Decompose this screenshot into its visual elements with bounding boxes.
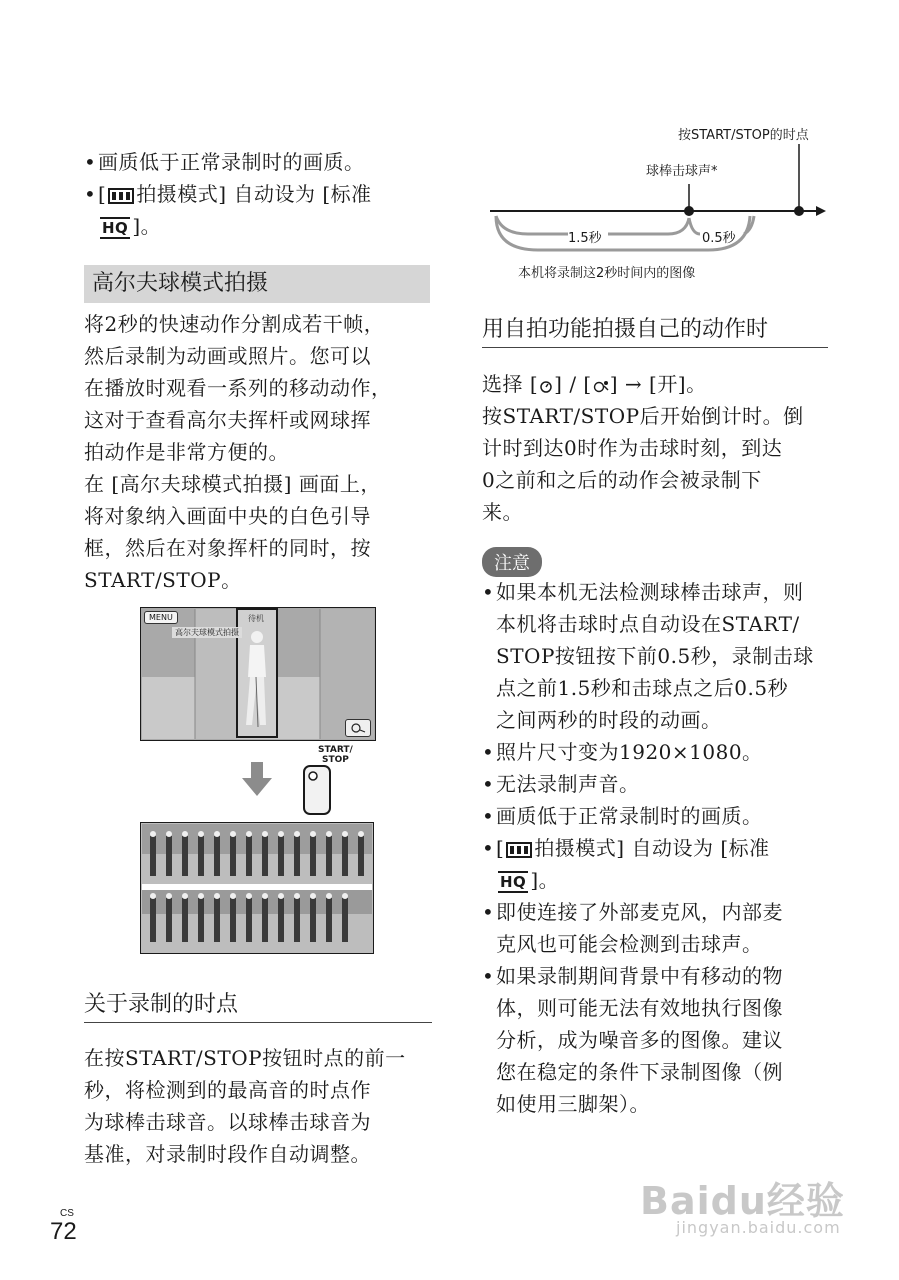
selftimer-text: 选择 [ ] / [ ] → [开]。 按START/STOP后开始倒计时。倒 计时到达0时作为击球时刻，到达 0之前和之后的动作会被录制下 来。 bbox=[482, 368, 832, 528]
watermark-url: jingyan.baidu.com bbox=[676, 1218, 841, 1237]
recording-timing-heading: 关于录制的时点 bbox=[84, 988, 432, 1023]
list-item: • 无法录制声音。 bbox=[482, 768, 834, 800]
start-stop-button-icon bbox=[302, 764, 332, 816]
recording-timing-text: 在按START/STOP按钮时点的前一 秒，将检测到的最高音的时点作 为球棒击球音。以球棒击球音为 基准，对录制时段作自动调整。 bbox=[84, 1046, 406, 1166]
film-frame-icon bbox=[506, 841, 532, 859]
timeline-diagram bbox=[488, 140, 828, 260]
watermark-logo: Baidu经验 bbox=[640, 1179, 845, 1223]
list-item: • 照片尺寸变为1920×1080。 bbox=[482, 736, 834, 768]
list-item: • [ 拍摄模式] 自动设为 [标准 HQ ]。 bbox=[482, 832, 834, 896]
list-item: • 如果录制期间背景中有移动的物 体，则可能无法有效地执行图像 分析，成为噪音多的图像。建议 您在稳定的条件下录制图像（例 如使用三脚架）。 bbox=[482, 960, 834, 1120]
golf-frames-image bbox=[140, 822, 374, 954]
selftimer-select-line: 选择 [ ] / [ ] → [开]。 bbox=[482, 372, 707, 396]
span-after-label: 0.5秒 bbox=[702, 231, 736, 246]
menu-button[interactable]: MENU bbox=[144, 611, 178, 624]
press-time-label: 按START/STOP的时点 bbox=[678, 128, 809, 143]
list-item: • 即使连接了外部麦克风，内部麦 克风也可能会检测到击球声。 bbox=[482, 896, 834, 960]
standby-label: 待机 bbox=[248, 614, 264, 623]
camera-screen-illustration bbox=[140, 607, 376, 741]
down-arrow-icon bbox=[242, 762, 272, 796]
golf-mode-heading: 高尔夫球模式拍摄 bbox=[84, 265, 430, 303]
film-frame-icon bbox=[108, 187, 134, 205]
note-badge: 注意 bbox=[482, 547, 542, 577]
top-bullet-list bbox=[84, 146, 424, 242]
list-item: • 画质低于正常录制时的画质。 bbox=[84, 146, 424, 178]
list-item: • 如果本机无法检测球棒击球声，则 本机将击球时点自动设在START/ STOP按钮按下前0.5秒，录制击球 点之前1.5秒和击球点之后0.5秒 之间两秒的时段的动画。 bbox=[482, 576, 834, 736]
golf-description: 将2秒的快速动作分割成若干帧， 然后录制为动画或照片。您可以 在播放时观看一系列的移动动作， 这对于查看高尔夫挥杆或网球挥 拍动作是非常方便的。 在 [高尔夫球模式拍摄] 画面上， 将对象纳入画面中央的白色引导 框，然后在对象挥杆的同时，按 START/STOP。 bbox=[84, 312, 392, 592]
notes-list bbox=[482, 576, 834, 1120]
timeline-caption: 本机将录制这2秒时间内的图像 bbox=[518, 266, 696, 281]
page-language: CS bbox=[60, 1208, 74, 1219]
self-timer-button[interactable] bbox=[345, 719, 371, 737]
hq-quality-badge: HQ bbox=[102, 218, 129, 237]
page-number: 72 bbox=[50, 1218, 77, 1245]
golf-mode-label: 高尔夫球模式拍摄 bbox=[172, 627, 242, 638]
selftimer-heading: 用自拍功能拍摄自己的动作时 bbox=[482, 313, 828, 348]
start-stop-label: START/ STOP bbox=[318, 745, 353, 765]
span-before-label: 1.5秒 bbox=[568, 231, 602, 246]
list-item: • 画质低于正常录制时的画质。 bbox=[482, 800, 834, 832]
self-timer-icon bbox=[538, 378, 554, 394]
list-item: • [ 拍摄模式] 自动设为 [标准 HQ ]。 bbox=[84, 178, 424, 242]
hq-quality-badge: HQ bbox=[500, 872, 527, 891]
golf-sequence-graphic bbox=[140, 822, 374, 954]
self-timer-icon bbox=[346, 720, 370, 736]
hit-point-marker bbox=[684, 206, 694, 216]
hit-sound-label: 球棒击球声* bbox=[646, 164, 718, 179]
press-point-marker bbox=[794, 206, 804, 216]
self-timer-person-icon bbox=[592, 378, 610, 394]
